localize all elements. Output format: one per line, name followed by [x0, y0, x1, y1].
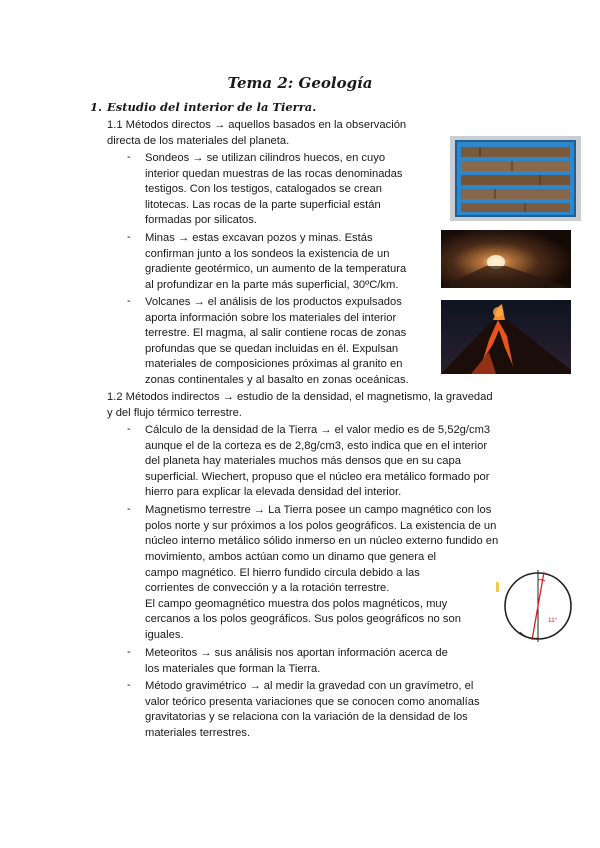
magnetismo-line-5: campo magnético. El hierro fundido circula debido a las — [145, 567, 420, 579]
volcanes-line-4: profundas que se quedan incluidas en él. Expulsan — [145, 343, 399, 355]
sondeos-line-4: litotecas. Las rocas de la parte superficial están — [145, 199, 381, 211]
magnetismo-line-6: corrientes de convección y a la rotación terrestre. — [145, 582, 390, 594]
sondeos-line-5: formadas por silicatos. — [145, 214, 257, 226]
densidad-line-2: aunque el de la corteza es de 2,8g/cm3, esto indica que en el interior — [145, 440, 488, 452]
minas-line-3: gradiente geotérmico, un aumento de la temperatura — [145, 263, 407, 275]
magnetismo-line-3: núcleo interno metálico sólido inmerso en un núcleo externo fundido en — [145, 535, 499, 547]
section-number: 1. — [90, 100, 103, 114]
magnetismo-line-2: polos norte y sur próximos a los polos geográficos. La existencia de un — [145, 520, 497, 532]
volcanes-line-6: zonas continentales y al basalto en zonas oceánicas. — [145, 374, 409, 386]
densidad-line-1: Cálculo de la densidad de la Tierra → el valor medio es de 5,52g/cm3 — [145, 424, 491, 436]
direct-methods-intro-line-1: 1.1 Métodos directos → aquellos basados en la observación — [107, 119, 407, 131]
volcanes-line-2: aporta información sobre los materiales del interior — [145, 312, 397, 324]
magnetic-poles-diagram — [494, 568, 580, 642]
indirect-methods-intro-line-1: 1.2 Métodos indirectos → estudio de la densidad, el magnetismo, la gravedad — [107, 391, 493, 403]
bullet-marker: - — [127, 503, 131, 515]
gravimetrico-line-4: materiales terrestres. — [145, 727, 251, 739]
bullet-marker: - — [127, 295, 131, 307]
meteoritos-line-2: los materiales que forman la Tierra. — [145, 663, 321, 675]
core-samples-photo — [450, 136, 581, 221]
densidad-line-3: del planeta hay materiales muchos más densos que en su capa — [145, 455, 461, 467]
magnetismo-line-1: Magnetismo terrestre → La Tierra posee un campo magnético con los — [145, 504, 492, 516]
gravimetrico-line-1: Método gravimétrico → al medir la gravedad con un gravímetro, el — [145, 680, 474, 692]
densidad-line-5: hierro para explicar la elevada densidad del interior. — [145, 486, 402, 498]
magnetismo-line-8: cercanos a los polos geográficos. Sus polos geográficos no son — [145, 613, 461, 625]
mine-tunnel-photo — [441, 230, 571, 288]
page-title: Tema 2: Geología — [227, 74, 373, 92]
minas-line-4: al profundizar en la parte más superficial, 30ºC/km. — [145, 279, 399, 291]
magnetismo-line-4: movimiento, ambos actúan como un dinamo que genera el — [145, 551, 437, 563]
volcano-photo — [441, 300, 571, 374]
section-title: Estudio del interior de la Tierra. — [107, 100, 317, 114]
minas-line-2: confirman junto a los sondeos la existencia de un — [145, 248, 390, 260]
magnetismo-line-9: iguales. — [145, 629, 184, 641]
volcanes-line-1: Volcanes → el análisis de los productos expulsados — [145, 296, 402, 308]
indirect-methods-intro-line-2: y del flujo térmico terrestre. — [107, 407, 242, 419]
bullet-marker: - — [127, 423, 131, 435]
sondeos-line-2: interior quedan muestras de las rocas denominadas — [145, 168, 403, 180]
bullet-marker: - — [127, 679, 131, 691]
volcanes-line-5: materiales de composiciones próximas al granito en — [145, 358, 403, 370]
bullet-marker: - — [127, 646, 131, 658]
densidad-line-4: superficial. Wiechert, propuso que el núcleo era metálico formado por — [145, 471, 490, 483]
bullet-marker: - — [127, 151, 131, 163]
volcanes-line-3: terrestre. El magma, al salir contiene rocas de zonas — [145, 327, 407, 339]
bullet-marker: - — [127, 231, 131, 243]
direct-methods-intro-line-2: directa de los materiales del planeta. — [107, 135, 290, 147]
gravimetrico-line-3: gravitatorias y se relaciona con la variación de la densidad de los — [145, 711, 468, 723]
sondeos-line-3: testigos. Con los testigos, catalogados se crean — [145, 183, 382, 195]
minas-line-1: Minas → estas excavan pozos y minas. Estás — [145, 232, 373, 244]
meteoritos-line-1: Meteoritos → sus análisis nos aportan información acerca de — [145, 647, 448, 659]
gravimetrico-line-2: valor teórico presenta variaciones que se conocen como anomalías — [145, 696, 480, 708]
sondeos-line-1: Sondeos → se utilizan cilindros huecos, en cuyo — [145, 152, 386, 164]
angle-label: 11° — [548, 617, 558, 624]
magnetismo-line-7: El campo geomagnético muestra dos polos magnéticos, muy — [145, 598, 448, 610]
